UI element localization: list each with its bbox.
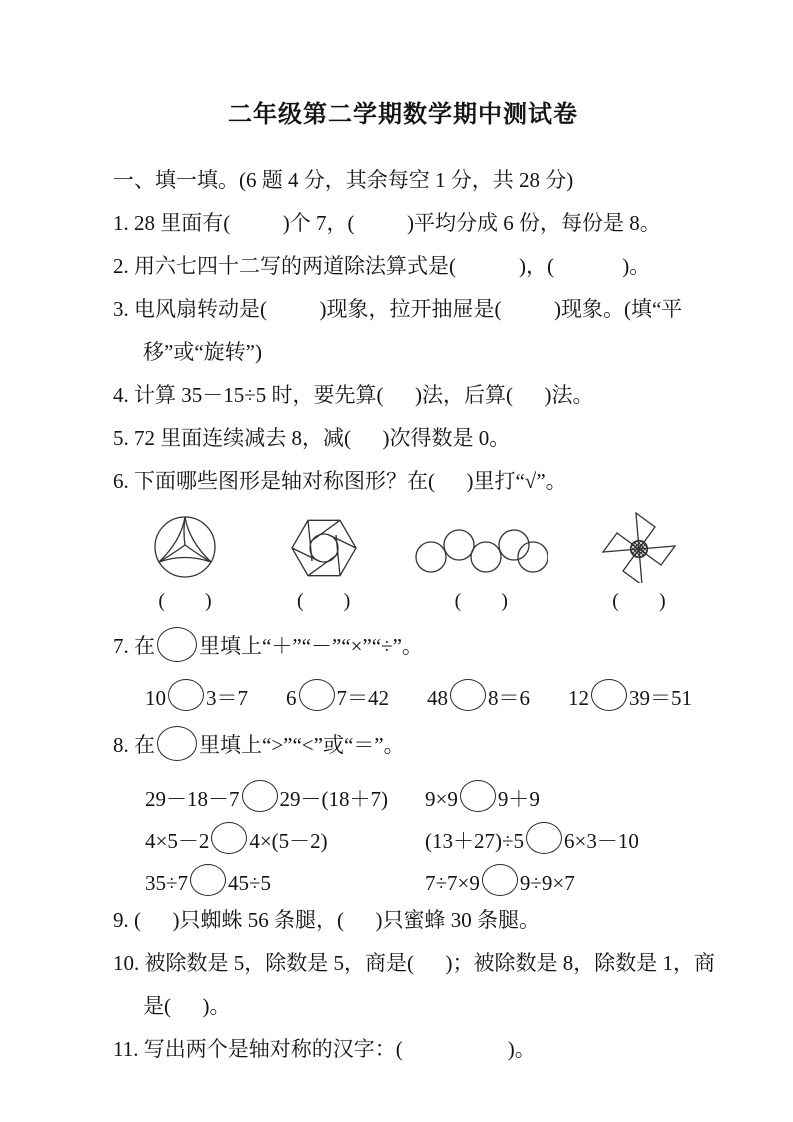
question-4: 4. 计算 35－15÷5 时，要先算( )法，后算( )法。	[113, 383, 594, 407]
exam-content	[113, 100, 715, 1079]
answer-circle	[211, 822, 247, 854]
answer-circle	[157, 627, 197, 662]
q6-figure-3	[414, 511, 548, 613]
comparison-left: 9×9	[425, 787, 458, 811]
q7-text-post: 里填上“＋”“－”“×”“÷”。	[199, 634, 423, 658]
q8-comparison-2	[425, 778, 693, 820]
q7-equation-2	[286, 679, 389, 713]
comparison-right: 29－(18＋7)	[279, 787, 388, 811]
question-9: 9. ( )只蜘蛛 56 条腿，( )只蜜蜂 30 条腿。	[113, 908, 540, 932]
q7-equation-3	[427, 679, 530, 713]
question-6: 6. 下面哪些图形是轴对称图形？在( )里打“√”。	[113, 469, 567, 493]
q6-figure-row	[113, 511, 693, 613]
comparison-right: 9＋9	[497, 787, 540, 811]
section-1-heading: 一、填一填。(6 题 4 分，其余每空 1 分，共 28 分)	[113, 168, 574, 192]
equation-left: 10	[145, 686, 166, 710]
q7-text-pre: 7. 在	[113, 634, 155, 658]
equation-left: 12	[568, 686, 589, 710]
q8-comparison-6	[425, 862, 693, 904]
overlapping-circles-icon	[414, 511, 548, 583]
comparison-left: 29－18－7	[145, 787, 240, 811]
answer-circle	[526, 822, 562, 854]
question-11: 11. 写出两个是轴对称的汉字：( )。	[113, 1037, 536, 1061]
question-10-line-1: 10. 被除数是 5，除数是 5，商是( )；被除数是 8，除数是 1，商	[113, 951, 715, 975]
answer-circle	[482, 864, 518, 896]
equation-right: 7＝42	[336, 686, 389, 710]
answer-circle	[591, 679, 627, 711]
q6-figure-2	[276, 511, 372, 613]
q8-text-pre: 8. 在	[113, 733, 155, 757]
answer-circle	[190, 864, 226, 896]
question-10-line-2: 是( )。	[143, 994, 231, 1018]
q8-comparison-1	[145, 778, 425, 820]
comparison-right: 9÷9×7	[519, 871, 575, 895]
answer-blank: ( )	[158, 590, 212, 612]
comparison-right: 6×3－10	[564, 829, 639, 853]
answer-blank: ( )	[612, 590, 666, 612]
question-3-line-2: 移”或“旋转”)	[143, 340, 262, 364]
equation-right: 39＝51	[629, 686, 692, 710]
question-7	[113, 627, 693, 662]
question-3-line-1: 3. 电风扇转动是( )现象，拉开抽屉是( )现象。(填“平	[113, 297, 683, 321]
comparison-left: (13＋27)÷5	[425, 829, 525, 853]
comparison-left: 4×5－2	[145, 829, 210, 853]
answer-circle	[242, 780, 278, 812]
q8-comparison-grid	[113, 778, 693, 904]
equation-left: 6	[286, 686, 297, 710]
answer-blank: ( )	[454, 590, 508, 612]
answer-blank: ( )	[296, 590, 351, 612]
comparison-right: 45÷5	[228, 871, 272, 895]
equation-left: 48	[427, 686, 448, 710]
answer-circle	[299, 679, 335, 711]
answer-circle	[168, 679, 204, 711]
q8-comparison-4	[425, 820, 693, 862]
pinwheel-icon	[591, 511, 687, 583]
question-5: 5. 72 里面连续减去 8，减( )次得数是 0。	[113, 426, 511, 450]
question-8	[113, 726, 693, 761]
answer-circle	[157, 726, 197, 761]
question-1: 1. 28 里面有( )个 7，( )平均分成 6 份，每份是 8。	[113, 211, 661, 235]
q7-equation-4	[568, 679, 692, 713]
answer-circle	[450, 679, 486, 711]
q6-figure-1	[137, 511, 233, 613]
comparison-right: 4×(5－2)	[249, 829, 328, 853]
comparison-left: 35÷7	[145, 871, 189, 895]
q8-text-post: 里填上“>”“<”或“＝”。	[199, 733, 405, 757]
question-2: 2. 用六七四十二写的两道除法算式是( )，( )。	[113, 254, 651, 278]
exam-title: 二年级第二学期数学期中测试卷	[228, 102, 578, 128]
equation-right: 8＝6	[488, 686, 530, 710]
q6-figure-4	[591, 511, 687, 613]
equation-right: 3＝7	[206, 686, 248, 710]
answer-circle	[460, 780, 496, 812]
q8-comparison-3	[145, 820, 425, 862]
comparison-left: 7÷7×9	[425, 871, 480, 895]
tri-blade-circle-icon	[137, 511, 233, 583]
hexagon-aperture-icon	[276, 511, 372, 583]
q7-equation-1	[145, 679, 248, 713]
q8-comparison-5	[145, 862, 425, 904]
q7-equation-row	[113, 679, 693, 713]
